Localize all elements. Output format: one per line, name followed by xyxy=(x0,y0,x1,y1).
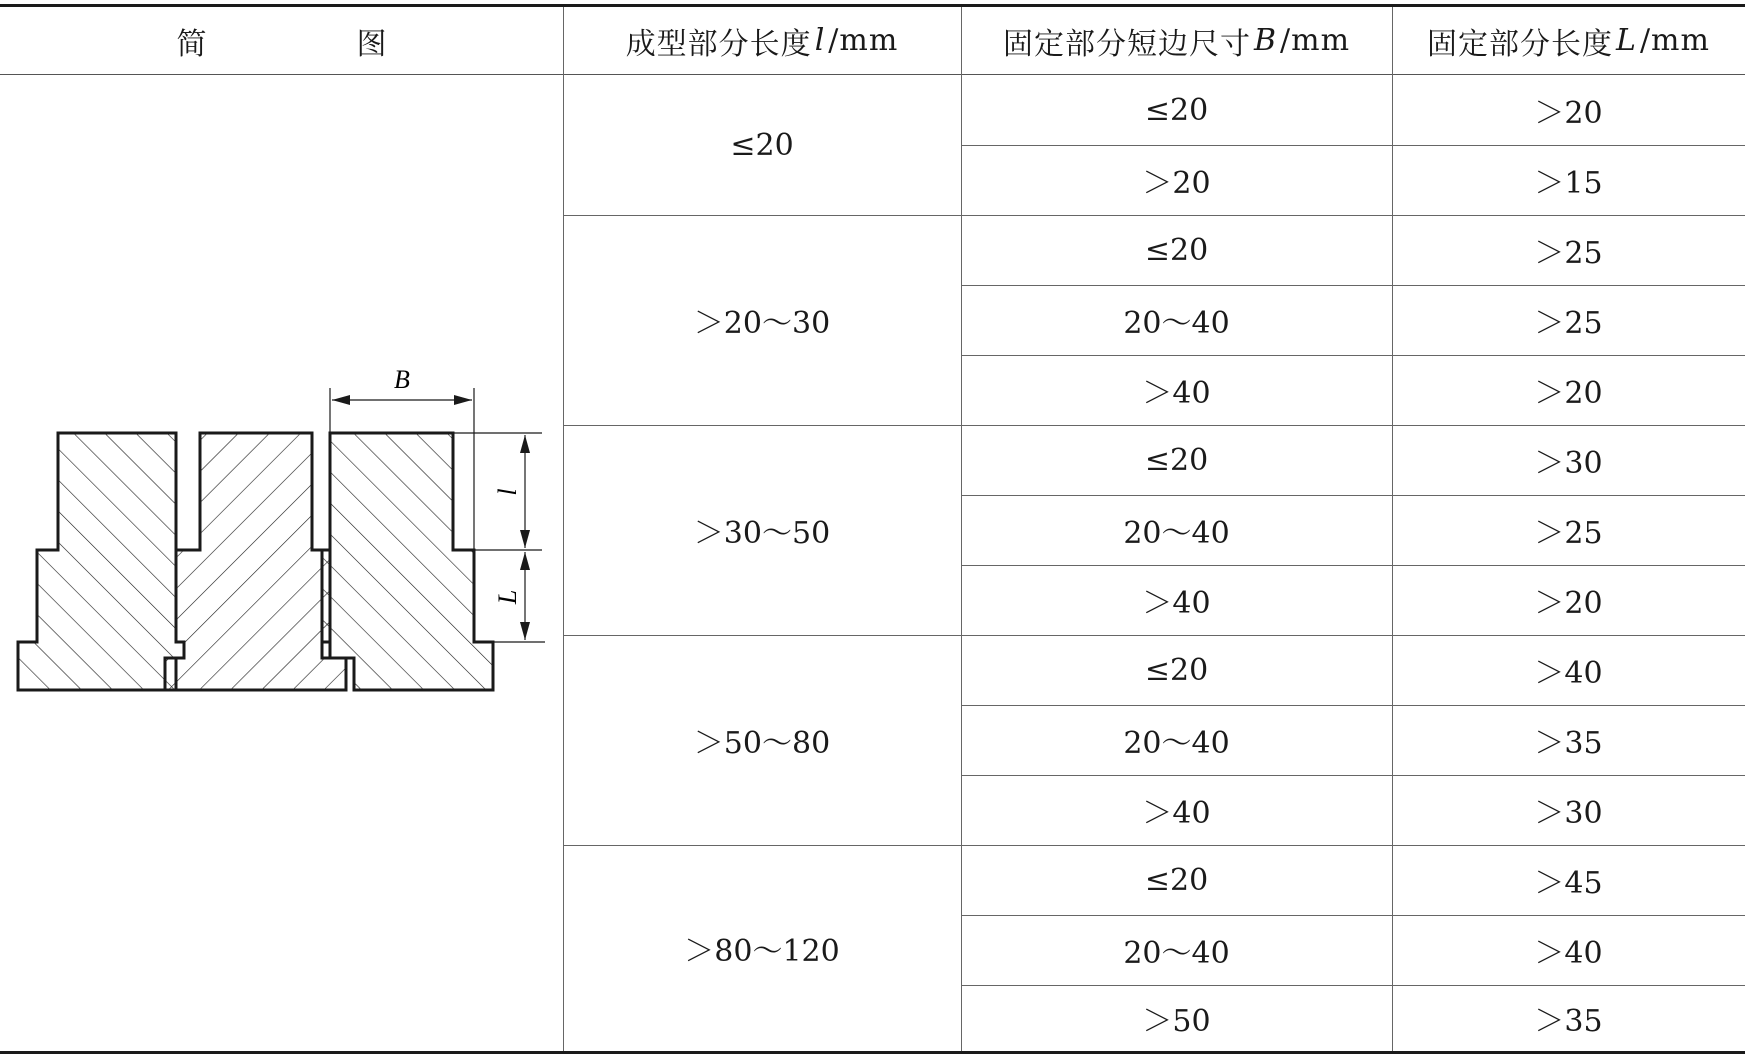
insert-section-diagram xyxy=(0,360,563,700)
arrowhead-icon xyxy=(332,395,350,405)
l-value-cell: ＞25 xyxy=(1534,306,1603,341)
l-value-cell: ＞40 xyxy=(1534,936,1603,971)
right-insert-section xyxy=(322,433,493,690)
b-cell: 20～40 xyxy=(1123,726,1230,761)
b-cell: ＞20 xyxy=(1142,166,1211,201)
header-diagram-label: 简 图 xyxy=(176,26,447,62)
l-value-cell: ＞30 xyxy=(1534,446,1603,481)
b-cell: ≤20 xyxy=(1144,232,1209,268)
header-fixed-length-var: L xyxy=(1616,23,1637,58)
l-value-cell: ＞15 xyxy=(1534,166,1603,201)
header-fixed-width-unit: /mm xyxy=(1280,23,1351,58)
l-value-cell: ＞20 xyxy=(1534,376,1603,411)
b-cell: ≤20 xyxy=(1144,92,1209,128)
l-value-cell: ＞40 xyxy=(1534,656,1603,691)
header-fixed-length-label: 固定部分长度 xyxy=(1427,26,1614,62)
arrowhead-icon xyxy=(520,622,530,640)
b-dimension-label: B xyxy=(394,365,410,394)
header-fixed-width xyxy=(961,7,1392,74)
l-value-cell: ＞20 xyxy=(1534,586,1603,621)
b-cell: ≤20 xyxy=(1144,442,1209,478)
l-value-cell: ＞45 xyxy=(1534,866,1603,901)
group-l-cell: ＞50～80 xyxy=(693,726,831,761)
arrowhead-icon xyxy=(520,552,530,570)
group-l-cell: ＞80～120 xyxy=(684,934,840,969)
header-fixed-length xyxy=(1392,7,1745,74)
b-cell: 20～40 xyxy=(1123,306,1230,341)
header-diagram xyxy=(0,7,563,74)
arrowhead-icon xyxy=(454,395,472,405)
group-l-cell: ＞20～30 xyxy=(693,306,831,341)
b-cell: 20～40 xyxy=(1123,516,1230,551)
b-cell: ＞50 xyxy=(1142,1004,1211,1039)
arrowhead-icon xyxy=(520,530,530,548)
header-forming-length-label: 成型部分长度 xyxy=(625,26,812,62)
header-forming-length-var: l xyxy=(814,23,826,58)
l-value-cell: ＞30 xyxy=(1534,796,1603,831)
middle-insert-section xyxy=(165,433,346,690)
l-dimension-label: l xyxy=(493,488,522,496)
b-cell: 20～40 xyxy=(1123,936,1230,971)
arrowhead-icon xyxy=(520,435,530,453)
l-value-cell: ＞25 xyxy=(1534,516,1603,551)
b-cell: ＞40 xyxy=(1142,586,1211,621)
b-cell: ≤20 xyxy=(1144,652,1209,688)
l-value-cell: ＞25 xyxy=(1534,236,1603,271)
group-l-cell: ＞30～50 xyxy=(693,516,831,551)
left-insert-section xyxy=(18,433,184,690)
l-value-cell: ＞35 xyxy=(1534,726,1603,761)
header-fixed-width-var: B xyxy=(1253,23,1278,58)
b-cell: ＞40 xyxy=(1142,796,1211,831)
header-forming-length xyxy=(563,7,961,74)
b-cell: ＞40 xyxy=(1142,376,1211,411)
b-cell: ≤20 xyxy=(1144,862,1209,898)
l-value-cell: ＞35 xyxy=(1534,1004,1603,1039)
header-forming-length-unit: /mm xyxy=(828,23,899,58)
header-fixed-length-unit: /mm xyxy=(1639,23,1710,58)
l-value-cell: ＞20 xyxy=(1534,96,1603,131)
header-fixed-width-label: 固定部分短边尺寸 xyxy=(1002,26,1251,62)
group-l-cell: ≤20 xyxy=(730,127,794,163)
L-dimension-label: L xyxy=(493,589,522,605)
